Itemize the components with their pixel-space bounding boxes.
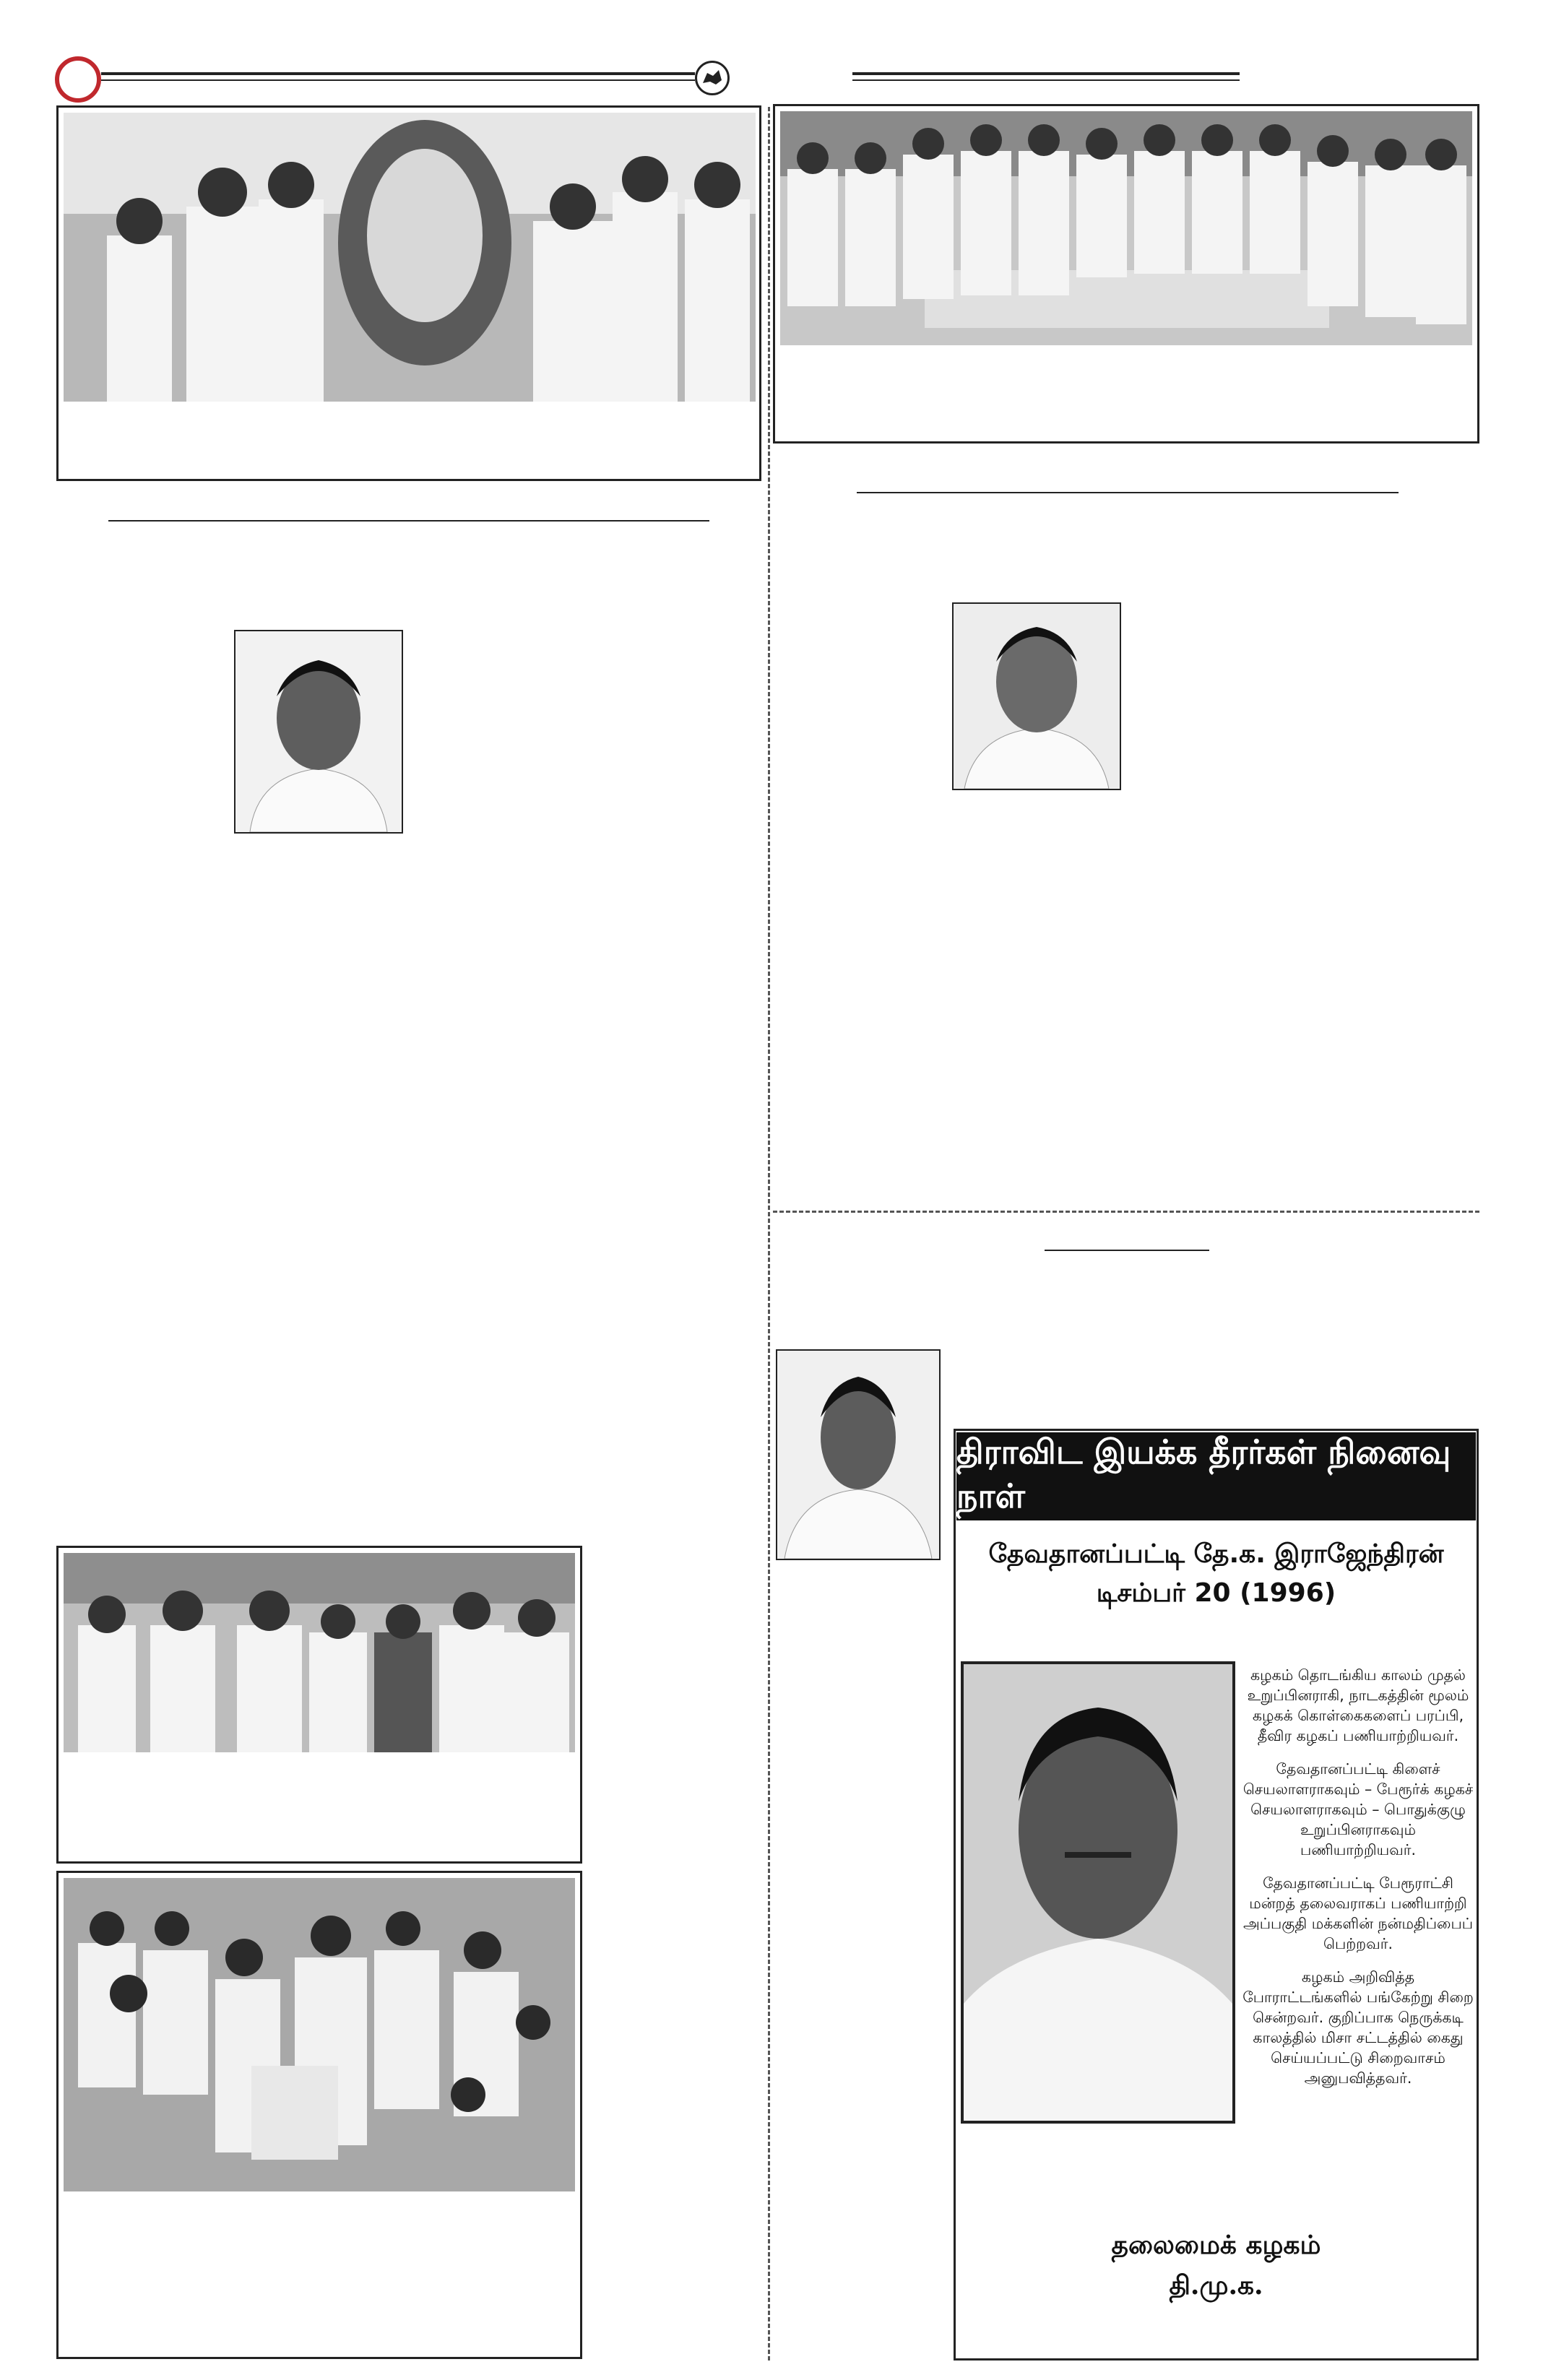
masthead-rule [101, 72, 695, 75]
photo-hospital-group [780, 111, 1472, 345]
memorial-footer [956, 2225, 1476, 2306]
memorial-portrait [961, 1661, 1235, 2124]
memorial-bio-paragraph: கழகம் தொடங்கிய காலம் முதல் உறுப்பினராகி, நாடகத்தின் மூலம் கழகக் கொள்கைகளைப் பரப்பி, தீவிர கழகப் பணியாற்றியவர். [1247, 1666, 1469, 1744]
memorial-footer-party: தி.மு.க. [1169, 2270, 1263, 2301]
memorial-banner: திராவிட இயக்க தீரர்கள் நினைவு நாள் [956, 1432, 1476, 1520]
memorial-bio-paragraph: தேவதானப்பட்டி கிளைச் செயலாளராகவும் – பேரூர்க் கழகச் செயலாளராகவும் – பொதுக்குழு உறுப்பினராகவும் பணியாற்றியவர். [1242, 1760, 1474, 1858]
portrait-right-article [952, 602, 1121, 790]
masthead-rule [101, 79, 695, 81]
memorial-name: தேவதானப்பட்டி தே.க. இராஜேந்திரன் [988, 1539, 1444, 1569]
masthead-rule-right [852, 79, 1240, 81]
memorial-bio-paragraph: கழகம் அறிவித்த போராட்டங்களில் பங்கேற்று சிறை சென்றவர். குறிப்பாக நெருக்கடி காலத்தில் மிசா சட்டத்தில் கைது செய்யப்பட்டு சிறைவாசம் அனுபவித்தவர். [1242, 1968, 1474, 2087]
photo-welfare-distribution [64, 1553, 575, 1752]
portrait-bottom-right [776, 1349, 941, 1560]
section-rule-small [1045, 1250, 1209, 1251]
photo-tribute-portrait [64, 113, 756, 402]
memorial-bio-paragraph: தேவதானப்பட்டி பேரூராட்சி மன்றத் தலைவராகப் பணியாற்றி அப்பகுதி மக்களின் நன்மதிப்பைப் பெற்றவர். [1243, 1874, 1473, 1952]
memorial-footer-org: தலைமைக் கழகம் [1111, 2230, 1321, 2260]
section-rule-right [857, 492, 1399, 493]
masthead-circle-logo [55, 56, 101, 103]
column-divider [768, 107, 770, 2360]
memorial-date: டிசம்பர் 20 (1996) [1096, 1578, 1336, 1608]
memorial-bio [1242, 1665, 1474, 2101]
masthead-rule-right [852, 72, 1240, 75]
section-dash-separator [773, 1211, 1479, 1213]
memorial-name-block [956, 1535, 1476, 1613]
section-rule-left [108, 520, 709, 522]
photo-crowd-event [64, 1878, 575, 2191]
portrait-left-article [234, 630, 403, 834]
party-emblem-icon [695, 61, 730, 95]
